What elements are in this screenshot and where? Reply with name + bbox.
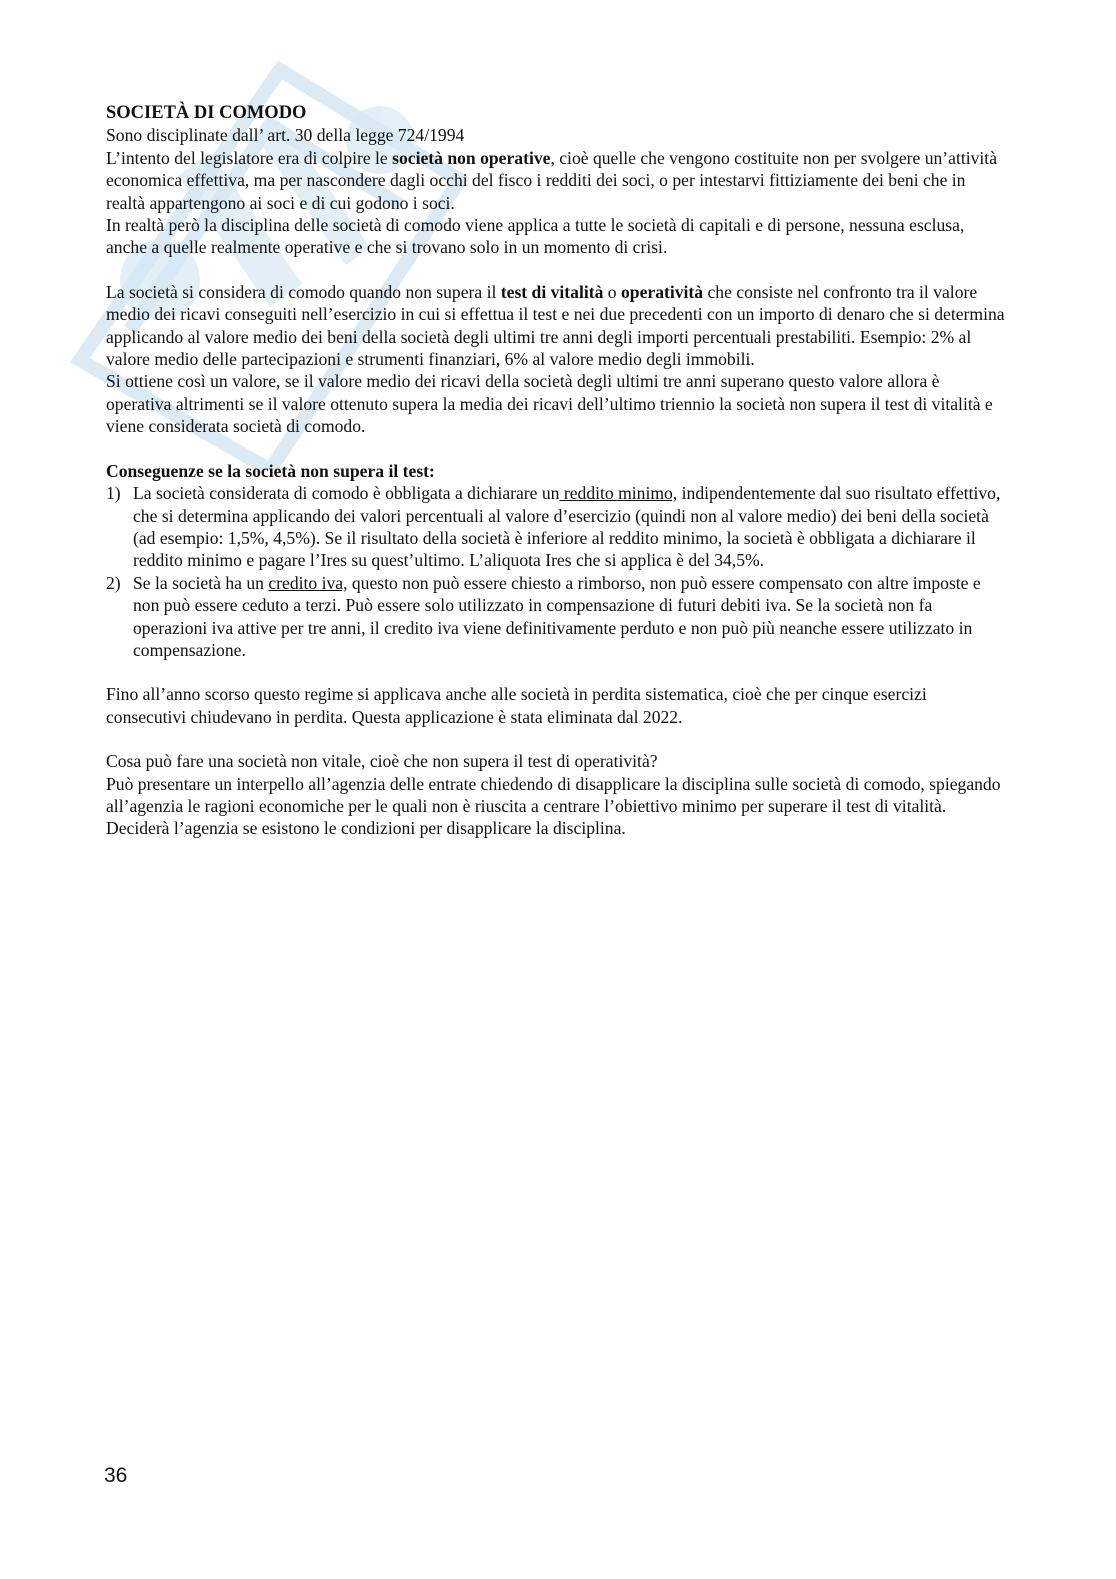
intro-text: L’intento del legislatore era di colpire le (106, 147, 393, 168)
consequences-list (106, 482, 1006, 661)
list-item (106, 572, 1006, 662)
intro-paragraph (106, 124, 1006, 258)
list-item-text-cont: indipendentemente dal suo risultato effettivo, che si determina applicando dei valori percentuali al valore d’esercizio (quindi non al valore medio) dei beni della società (ad esempio: 1,5%, 4,5%). Se il risultato della società è inferiore al reddito minimo, la società è obbligata a dichiarare il reddito minimo e pagare l’Ires su quest’ultimo. L’aliquota Ires che si applica è del 34,5%. (133, 483, 1001, 571)
list-item-text: Se la società ha un (133, 572, 269, 593)
consequences-heading-text: Conseguenze se la società non supera il test: (106, 460, 435, 481)
test-text-cont: che consiste nel confronto tra il valore medio dei ricavi conseguiti nell’esercizio in cui si effettua il test e nei due precedenti con un importo di denaro che si determina applicando al valore medio dei beni della società degli ultimi tre anni degli importi percentuali prestabiliti. Esempio: 2% al valore medio delle partecipazioni e strumenti finanziari, 6% al valore medio degli immobili. (106, 281, 1005, 370)
list-item-text: La società considerata di comodo è obbligata a dichiarare un (133, 483, 560, 504)
intro-line: Sono disciplinate dall’ art. 30 della legge 724/1994 (106, 125, 465, 146)
intro-text-cont: , cioè quelle che vengono costituite non per svolgere un’attività economica effettiva, ma per nascondere dagli occhi del fisco i redditi dei soci, o per intestarvi fittiziamente dei beni che in realtà appartengono ai soci e di cui godono i soci. (106, 147, 997, 213)
consequences-heading (106, 460, 1006, 482)
interpello-question: Cosa può fare una società non vitale, cioè che non supera il test di operatività? (106, 751, 658, 772)
test-text: La società si considera di comodo quando non supera il (106, 281, 501, 302)
document-title: SOCIETÀ DI COMODO (106, 103, 307, 123)
list-item-text-cont: questo non può essere chiesto a rimborso, non può essere compensato con altre imposte e non può essere ceduto a terzi. Può essere solo utilizzato in compensazione di futuri debiti iva. Se la società non fa operazioni iva attive per tre anni, il credito iva viene definitivamente perduto e non può più neanche essere utilizzato in compensazione. (133, 572, 981, 660)
intro-text-reality: In realtà però la disciplina delle società di comodo viene applica a tutte le società di capitali e di persone, nessuna esclusa, anche a quelle realmente operative e che si trovano solo in un momento di crisi. (106, 215, 965, 258)
bold-term-operativity: operatività (621, 281, 704, 302)
list-item (106, 482, 1006, 572)
test-paragraph (106, 281, 1006, 438)
bold-term-vitality: test di vitalità (500, 281, 604, 302)
history-paragraph: Fino all’anno scorso questo regime si applicava anche alle società in perdita sistematica, cioè che per cinque esercizi consecutivi chiudevano in perdita. Questa applicazione è stata eliminata dal 2022. (106, 684, 927, 727)
list-number: 2) (106, 572, 121, 593)
test-text-result: Si ottiene così un valore, se il valore medio dei ricavi della società degli ultimi tre anni superano questo valore allora è operativa altrimenti se il valore ottenuto supera la media dei ricavi dell’ultimo triennio la società non supera il test di vitalità e viene considerata società di comodo. (106, 371, 993, 437)
underlined-term-reddito-minimo: reddito minimo, (559, 483, 678, 504)
interpello-answer: Può presentare un interpello all’agenzia delle entrate chiedendo di disapplicare la disciplina sulle società di comodo, spiegando all’agenzia le ragioni economiche per le quali non è riuscita a centrare l’obiettivo minimo per superare il test di vitalità. Deciderà l’agenzia se esistono le condizioni per disapplicare la disciplina. (106, 773, 1001, 839)
document-body (106, 102, 1006, 840)
test-text-or: o (603, 281, 621, 302)
page-number: 36 (104, 1464, 128, 1487)
list-number: 1) (106, 483, 121, 504)
underlined-term-credito-iva: credito iva, (268, 572, 348, 593)
interpello-paragraph (106, 750, 1006, 840)
bold-term-non-operative: società non operative (392, 147, 551, 168)
